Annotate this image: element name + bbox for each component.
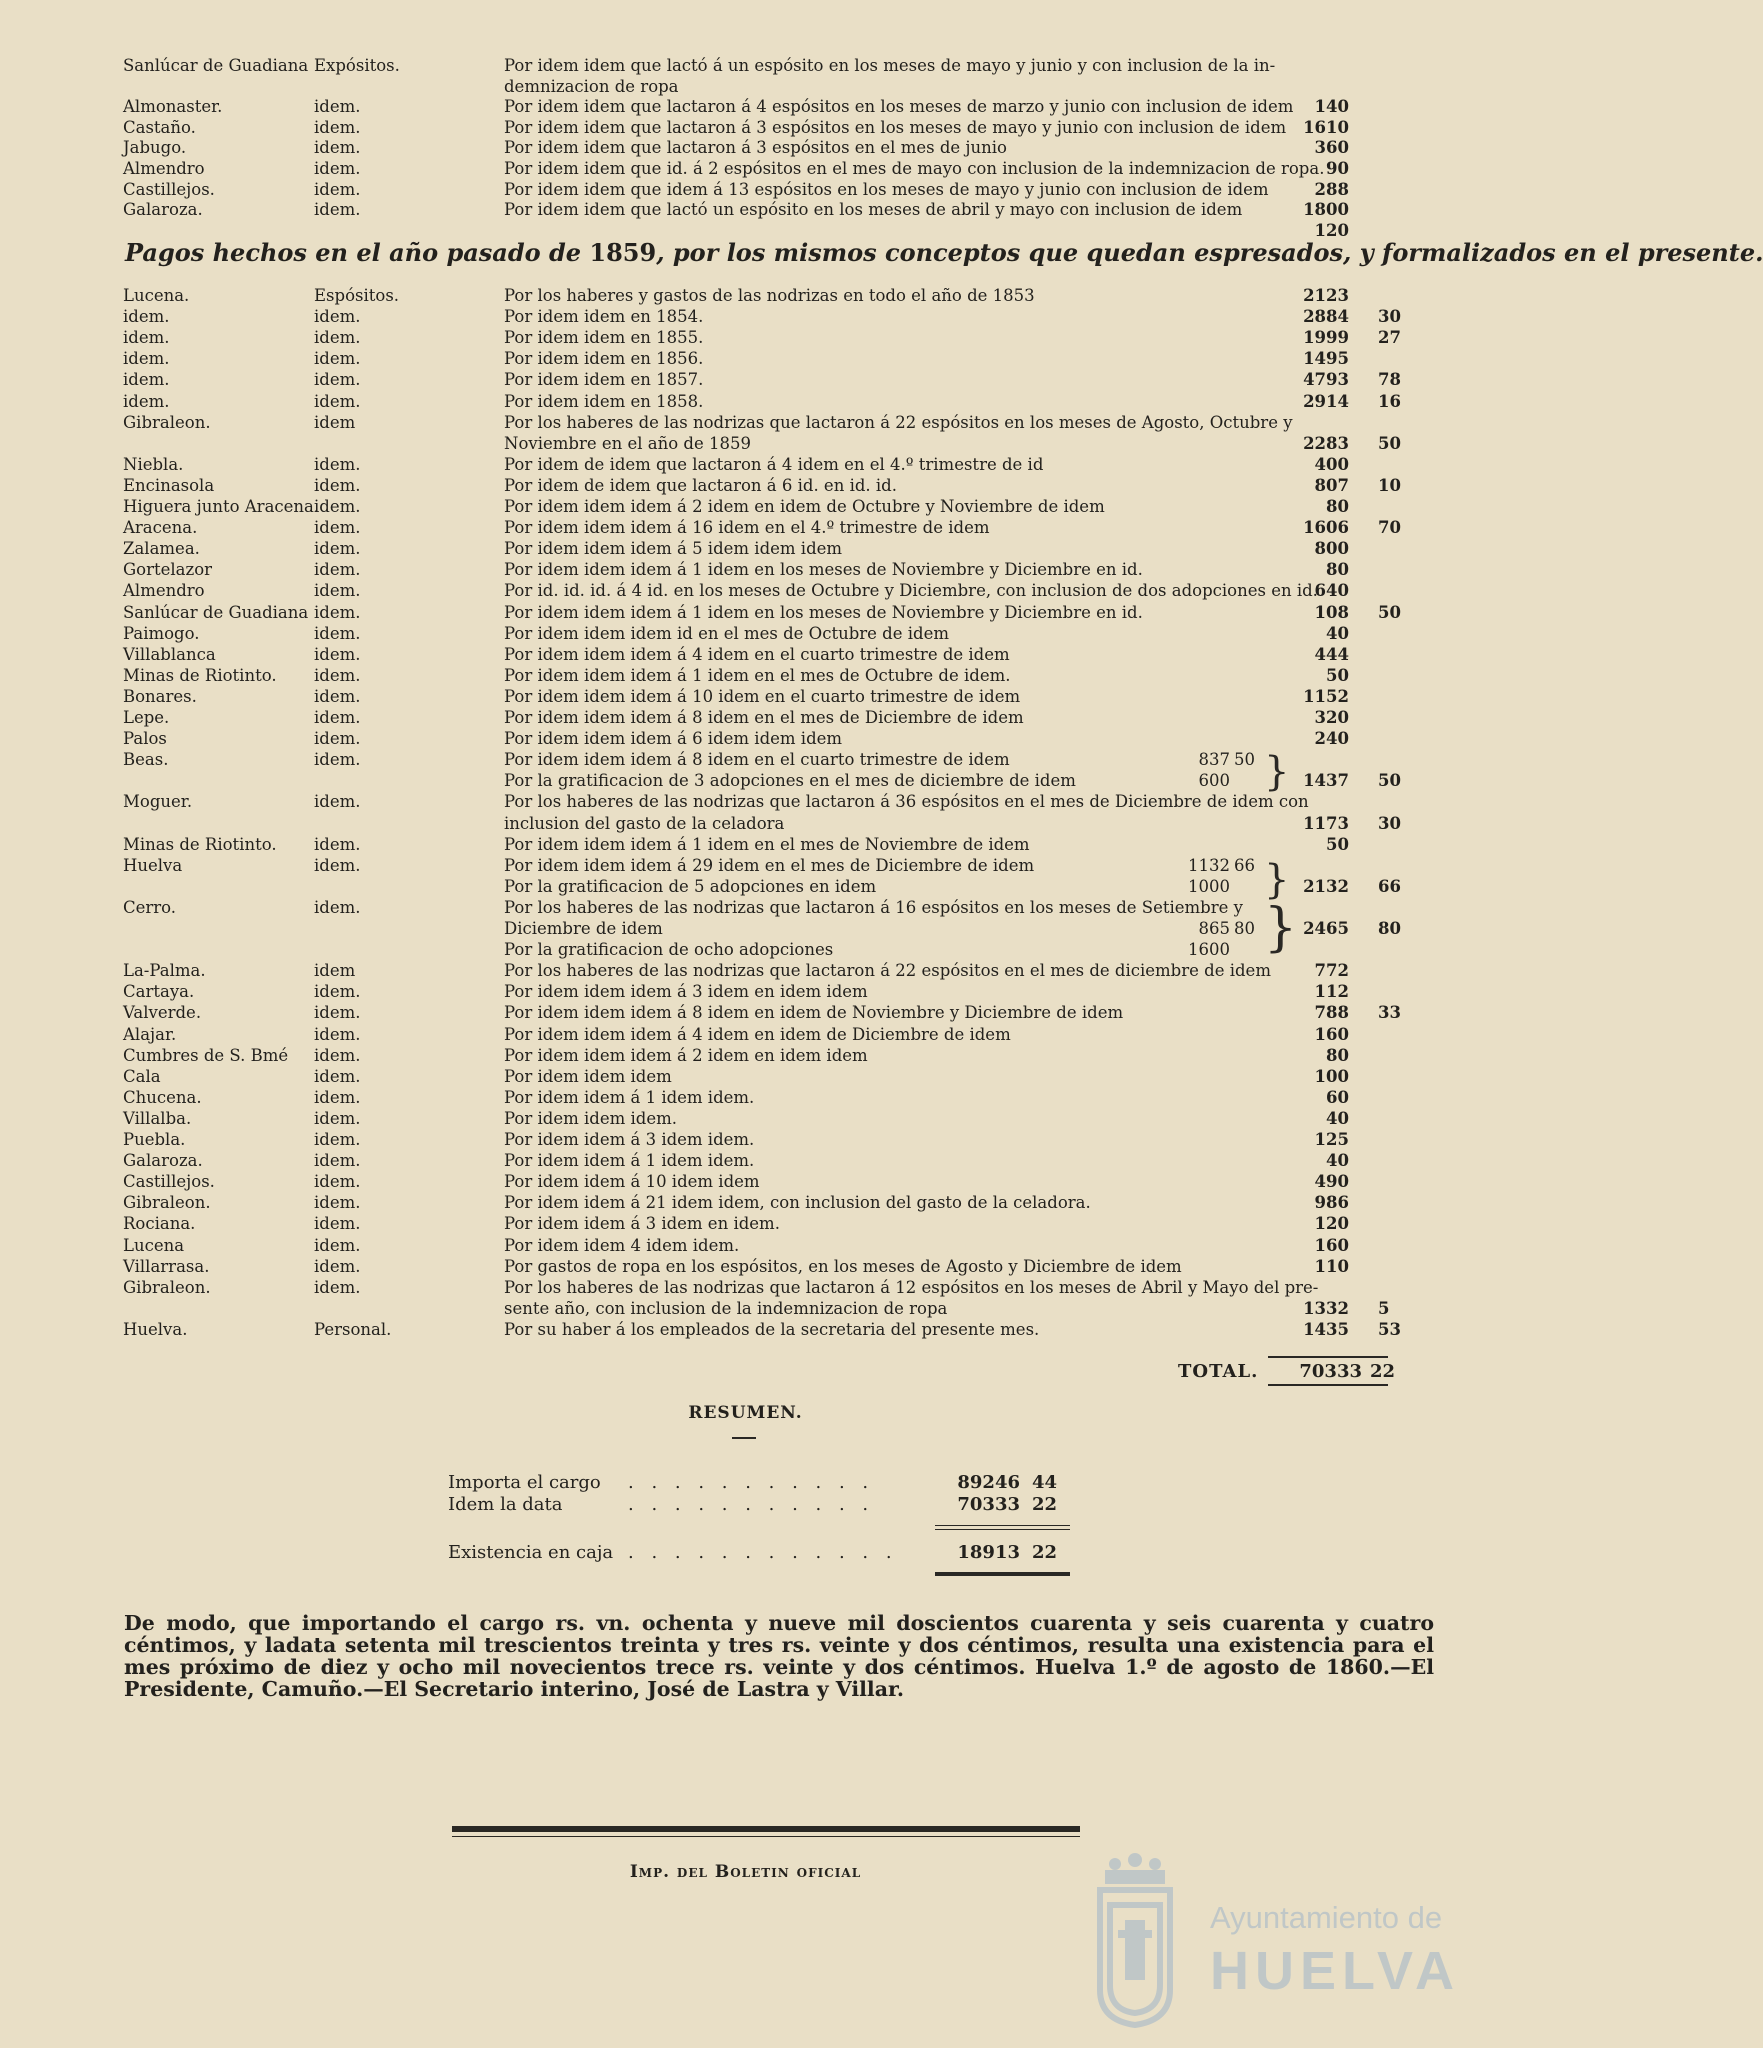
- place-name: Villablanca: [123, 644, 216, 664]
- entry-amount: 288: [1314, 179, 1349, 199]
- entry-cents: 27: [1378, 328, 1401, 348]
- watermark-line1: Ayuntamiento de: [1210, 1900, 1443, 1935]
- entry-description: Por idem idem en 1855.: [504, 328, 704, 348]
- entry-cents: 78: [1378, 370, 1401, 390]
- entry-description: Por los haberes y gastos de las nodrizas en todo el año de 1853: [504, 286, 1035, 305]
- closing-paragraph: De modo, que importando el cargo rs. vn. ochenta y nueve mil doscientos cuarenta y seis cuarenta y cuatro céntimos, y ladata setenta mil trescientos treinta y tres rs. veinte y dos céntimos, resulta una existencia para el mes próximo de diez y ocho mil novecientos trece rs. veinte y dos céntimos. Huelva 1.º de agosto de 1860.—El Presidente, Camuño.—El Secretario interino, José de Lastra y Villar.: [124, 1611, 1434, 1701]
- entry-description: Por idem idem idem á 6 idem idem idem: [504, 729, 843, 749]
- place-name: Valverde.: [123, 1003, 202, 1023]
- entry-cents: 16: [1378, 391, 1401, 411]
- entry-type: idem.: [314, 623, 361, 643]
- total-label: TOTAL.: [1178, 1361, 1259, 1382]
- entry-amount: 240: [1314, 729, 1349, 749]
- entry-cents: 33: [1378, 1003, 1401, 1023]
- place-name: Puebla.: [123, 1130, 186, 1149]
- place-name: Cala: [123, 1066, 161, 1086]
- entry-amount: 1495: [1303, 349, 1349, 369]
- place-name: Cartaya.: [123, 982, 195, 1002]
- place-name: Sanlúcar de Guadiana: [123, 602, 309, 622]
- entry-type: idem.: [314, 855, 361, 875]
- entry-cents: 53: [1378, 1319, 1401, 1339]
- entry-type: idem.: [314, 1087, 361, 1107]
- entry-amount: 1999: [1303, 328, 1349, 348]
- entry-amount: 80: [1326, 1045, 1349, 1065]
- entry-description: Por idem idem idem á 1 idem en el mes de Octubre de idem.: [504, 665, 1011, 685]
- sub-cents: 66: [1234, 855, 1255, 875]
- entry-type: idem.: [314, 1277, 361, 1297]
- entry-cents: 50: [1378, 602, 1401, 622]
- entry-description: Por los haberes de las nodrizas que lactaron á 22 espósitos en los meses de Agosto, Octubre y: [504, 412, 1293, 432]
- entry-amount: 360: [1314, 138, 1349, 158]
- entry-type: idem.: [314, 200, 361, 220]
- watermark-line2: HUELVA: [1210, 1941, 1460, 2001]
- place-name: Villarrasa.: [123, 1256, 210, 1276]
- entry-type: idem: [314, 412, 356, 432]
- entry-amount: 2132: [1303, 876, 1349, 896]
- entry-amount: 110: [1314, 1256, 1349, 1276]
- entry-type: idem.: [314, 328, 361, 348]
- entry-type: idem.: [314, 138, 361, 158]
- sub-amount: 865: [1198, 919, 1230, 938]
- entry-type: idem.: [314, 1066, 361, 1086]
- entry-type: idem.: [314, 391, 361, 411]
- entry-amount: 2123: [1303, 286, 1349, 305]
- sub-amount: 1000: [1188, 876, 1230, 896]
- place-name: Gibraleon.: [123, 1193, 211, 1213]
- cargo-label: Importa el cargo: [448, 1472, 601, 1493]
- entry-amount: 4793: [1303, 370, 1349, 390]
- entry-description: Por idem idem que id. á 2 espósitos en el mes de mayo con inclusion de la indemnizacion de ropa.: [504, 159, 1325, 178]
- place-name: Gortelazor: [123, 560, 213, 580]
- entry-type: idem.: [314, 729, 361, 749]
- entry-type: idem.: [314, 475, 361, 495]
- place-name: idem.: [123, 307, 170, 327]
- imprint: Imp. del Boletin oficial: [629, 1862, 862, 1882]
- place-name: Galaroza.: [123, 200, 203, 220]
- place-name: Huelva: [123, 855, 183, 875]
- entry-type: idem.: [314, 602, 361, 622]
- entry-description: demnizacion de ropa: [504, 76, 679, 96]
- entry-description: Por idem idem idem á 4 idem en idem de Diciembre de idem: [504, 1024, 1011, 1044]
- entry-cents: 66: [1378, 876, 1401, 896]
- cargo-amount: 89246: [957, 1472, 1020, 1493]
- entry-description: Por la gratificacion de 3 adopciones en el mes de diciembre de idem: [504, 771, 1076, 791]
- entry-type: idem.: [314, 1130, 361, 1149]
- place-name: Rociana.: [123, 1214, 196, 1234]
- entry-amount: 640: [1314, 581, 1349, 601]
- entry-description: Por idem idem idem: [504, 1066, 672, 1086]
- place-name: Lucena.: [123, 286, 190, 305]
- entry-cents: 70: [1378, 518, 1401, 538]
- place-name: Castaño.: [123, 117, 196, 137]
- entry-amount: 800: [1314, 539, 1349, 559]
- entry-type: idem.: [314, 644, 361, 664]
- entry-amount: 2914: [1303, 391, 1349, 411]
- place-name: Niebla.: [123, 454, 184, 474]
- place-name: Gibraleon.: [123, 1277, 211, 1297]
- entry-type: idem.: [314, 159, 361, 178]
- place-name: Minas de Riotinto.: [123, 665, 277, 685]
- place-name: La-Palma.: [123, 961, 206, 981]
- entry-description: Por la gratificacion de ocho adopciones: [504, 940, 834, 960]
- entry-amount: 80: [1326, 560, 1349, 580]
- entry-type: idem.: [314, 97, 361, 117]
- heading-year: 1859: [589, 238, 657, 267]
- entry-description: Noviembre en el año de 1859: [504, 433, 751, 453]
- summary-rule: [935, 1525, 1070, 1526]
- place-name: Villalba.: [123, 1108, 192, 1128]
- entry-amount: 50: [1326, 665, 1349, 685]
- entry-description: Por idem idem que lactaron á 3 espósitos en los meses de mayo y junio con inclusion de idem: [504, 117, 1287, 137]
- entry-amount: 2283: [1303, 433, 1349, 453]
- watermark: [1080, 1850, 1460, 2040]
- cargo-cents: 44: [1032, 1472, 1058, 1493]
- place-name: Almonaster.: [123, 97, 223, 117]
- entry-amount: 160: [1314, 1024, 1349, 1044]
- entry-type: idem.: [314, 1256, 361, 1276]
- leader-dots: . . . . . . . . . . .: [628, 1494, 875, 1515]
- entry-amount: 2884: [1303, 307, 1349, 327]
- data-cents: 22: [1032, 1494, 1058, 1515]
- group-brace: }: [1264, 749, 1290, 795]
- resumen-title: RESUMEN.: [688, 1403, 803, 1423]
- place-name: Sanlúcar de Guadiana: [123, 56, 309, 75]
- sub-amount: 837: [1198, 750, 1230, 770]
- entry-amount: 120: [1314, 220, 1349, 240]
- place-name: Bonares.: [123, 686, 197, 706]
- place-name: Lepe.: [123, 708, 170, 727]
- entry-amount: 807: [1314, 475, 1349, 495]
- place-name: Minas de Riotinto.: [123, 834, 277, 854]
- entry-description: Por idem idem idem á 1 idem en los meses de Noviembre y Diciembre en id.: [504, 602, 1143, 622]
- footer-rule-thin: [452, 1836, 1080, 1837]
- entry-cents: 10: [1378, 475, 1401, 495]
- entry-description: Diciembre de idem: [504, 919, 663, 938]
- summary-double-rule: [935, 1572, 1070, 1576]
- sub-amount: 1600: [1188, 940, 1230, 960]
- resumen-rule: [732, 1437, 756, 1439]
- entry-description: Por idem idem que lactó un espósito en los meses de abril y mayo con inclusion de idem: [504, 200, 1243, 220]
- entry-type: idem.: [314, 1024, 361, 1044]
- entry-amount: 986: [1314, 1193, 1349, 1213]
- entry-description: Por idem idem idem á 8 idem en el mes de Diciembre de idem: [504, 708, 1024, 727]
- entry-amount: 772: [1314, 961, 1349, 981]
- entry-description: Por idem idem idem á 8 idem en el cuarto trimestre de idem: [504, 750, 1010, 770]
- entry-description: Por idem idem idem á 4 idem en el cuarto trimestre de idem: [504, 644, 1010, 664]
- place-name: Galaroza.: [123, 1151, 203, 1171]
- entry-type: idem.: [314, 1003, 361, 1023]
- entry-type: idem.: [314, 1193, 361, 1213]
- place-name: Paimogo.: [123, 623, 200, 643]
- entry-type: idem: [314, 961, 356, 981]
- footer-rule: [452, 1826, 1080, 1832]
- entry-amount: 2465: [1303, 919, 1349, 938]
- place-name: Chucena.: [123, 1087, 202, 1107]
- entry-type: idem.: [314, 982, 361, 1002]
- entry-cents: 80: [1378, 919, 1401, 938]
- entry-description: Por idem idem á 1 idem idem.: [504, 1151, 755, 1171]
- entry-type: idem.: [314, 454, 361, 474]
- entry-amount: 120: [1314, 1214, 1349, 1234]
- entry-type: idem.: [314, 1214, 361, 1234]
- entry-amount: 108: [1314, 602, 1349, 622]
- entry-amount: 125: [1314, 1130, 1349, 1149]
- place-name: Castillejos.: [123, 179, 215, 199]
- entry-description: Por los haberes de las nodrizas que lactaron á 12 espósitos en los meses de Abril y Mayo del pre-: [504, 1277, 1319, 1297]
- entry-amount: 60: [1326, 1087, 1349, 1107]
- entry-type: idem.: [314, 750, 361, 770]
- entry-description: Por idem idem á 3 idem idem.: [504, 1130, 755, 1149]
- entry-amount: 1610: [1303, 117, 1349, 137]
- entry-description: Por idem idem que idem á 13 espósitos en los meses de mayo y junio con inclusion de idem: [504, 179, 1269, 199]
- entry-type: idem.: [314, 560, 361, 580]
- place-name: Gibraleon.: [123, 412, 211, 432]
- entry-amount: 140: [1314, 97, 1349, 117]
- entry-type: idem.: [314, 1108, 361, 1128]
- entry-amount: 40: [1326, 1151, 1349, 1171]
- entry-description: Por id. id. id. á 4 id. en los meses de Octubre y Diciembre, con inclusion de dos adopciones en id.: [504, 581, 1318, 601]
- entry-type: idem.: [314, 518, 361, 538]
- entry-cents: 50: [1378, 433, 1401, 453]
- sub-cents: 50: [1234, 750, 1255, 770]
- entry-type: idem.: [314, 1045, 361, 1065]
- leader-dots: . . . . . . . . . . . .: [628, 1542, 898, 1563]
- entry-description: Por idem idem idem á 8 idem en idem de Noviembre y Diciembre de idem: [504, 1003, 1124, 1023]
- entry-description: Por los haberes de las nodrizas que lactaron á 36 espósitos en el mes de Diciembre de idem con: [504, 792, 1309, 812]
- entry-type: Espósitos.: [314, 286, 400, 305]
- place-name: Aracena.: [123, 518, 198, 538]
- entry-cents: 30: [1378, 307, 1401, 327]
- place-name: Palos: [123, 729, 167, 749]
- data-amount: 70333: [957, 1494, 1020, 1515]
- place-name: idem.: [123, 391, 170, 411]
- entry-type: idem.: [314, 370, 361, 390]
- entry-description: Por idem idem idem á 2 idem en idem idem: [504, 1045, 868, 1065]
- entry-description: Por idem idem idem id en el mes de Octubre de idem: [504, 623, 949, 643]
- total-amount: 70333: [1299, 1361, 1362, 1382]
- entry-type: idem.: [314, 708, 361, 727]
- entry-description: inclusion del gasto de la celadora: [504, 813, 785, 833]
- entry-type: idem.: [314, 1151, 361, 1171]
- entry-type: idem.: [314, 497, 361, 516]
- total-underline: [1268, 1384, 1388, 1386]
- entry-amount: 1435: [1303, 1319, 1349, 1339]
- entry-amount: 1800: [1303, 200, 1349, 220]
- entry-amount: 160: [1314, 1235, 1349, 1255]
- place-name: Huelva.: [123, 1319, 188, 1339]
- leader-dots: . . . . . . . . . . .: [628, 1472, 875, 1493]
- place-name: idem.: [123, 328, 170, 348]
- entry-type: idem.: [314, 117, 361, 137]
- entry-type: Personal.: [314, 1319, 392, 1339]
- entry-amount: 1332: [1303, 1298, 1349, 1318]
- place-name: Alajar.: [123, 1024, 177, 1044]
- entry-amount: 40: [1326, 623, 1349, 643]
- entry-amount: 112: [1314, 982, 1349, 1002]
- heading-before: Pagos hechos en el año pasado de: [125, 238, 590, 267]
- sub-amount: 600: [1198, 771, 1230, 791]
- entry-description: Por idem idem que lactó á un espósito en los meses de mayo y junio y con inclusion de la in-: [504, 56, 1276, 75]
- entry-description: Por idem idem idem á 16 idem en el 4.º trimestre de idem: [504, 518, 990, 538]
- entry-description: Por su haber á los empleados de la secretaria del presente mes.: [504, 1319, 1040, 1339]
- entry-description: Por idem idem en 1857.: [504, 370, 704, 390]
- entry-description: Por idem idem que lactaron á 3 espósitos en el mes de junio: [504, 138, 1007, 158]
- sub-amount: 1132: [1188, 855, 1230, 875]
- place-name: Moguer.: [123, 792, 193, 812]
- entry-description: Por idem idem idem á 3 idem en idem idem: [504, 982, 868, 1002]
- entry-amount: 1437: [1303, 771, 1349, 791]
- entry-description: Por idem idem á 3 idem en idem.: [504, 1214, 780, 1234]
- data-label: Idem la data: [448, 1494, 563, 1515]
- coat-of-arms-icon: [1080, 1850, 1190, 2030]
- entry-amount: 400: [1314, 454, 1349, 474]
- entry-description: Por idem idem idem á 29 idem en el mes de Diciembre de idem: [504, 855, 1035, 875]
- entry-description: Por idem idem á 21 idem idem, con inclusion del gasto de la celadora.: [504, 1193, 1091, 1213]
- entry-description: Por idem de idem que lactaron á 6 id. en id. id.: [504, 475, 897, 495]
- entry-amount: 490: [1314, 1172, 1349, 1192]
- entry-amount: 100: [1314, 1066, 1349, 1086]
- entry-type: idem.: [314, 665, 361, 685]
- entry-cents: 5: [1378, 1298, 1390, 1318]
- summary-rule: [935, 1529, 1070, 1530]
- entry-amount: 1152: [1303, 686, 1349, 706]
- entry-description: Por idem idem á 1 idem idem.: [504, 1087, 755, 1107]
- entry-type: idem.: [314, 897, 361, 917]
- place-name: Cerro.: [123, 897, 177, 917]
- place-name: Cumbres de S. Bmé: [123, 1045, 289, 1065]
- heading-after: , por los mismos conceptos que quedan espresados, y formalizados en el presente.: [656, 238, 1763, 267]
- place-name: idem.: [123, 370, 170, 390]
- entry-description: Por idem idem idem á 2 idem en idem de Octubre y Noviembre de idem: [504, 497, 1105, 516]
- place-name: Beas.: [123, 750, 169, 770]
- entry-description: sente año, con inclusion de la indemnizacion de ropa: [504, 1298, 948, 1318]
- sub-cents: 80: [1234, 919, 1255, 938]
- entry-amount: 320: [1314, 708, 1349, 727]
- entry-type: Expósitos.: [314, 56, 400, 75]
- entry-description: Por idem idem idem á 5 idem idem idem: [504, 539, 843, 559]
- entry-amount: 1173: [1303, 813, 1349, 833]
- entry-description: Por idem idem idem á 10 idem en el cuarto trimestre de idem: [504, 686, 1021, 706]
- entry-amount: 50: [1326, 834, 1349, 854]
- entry-description: Por idem idem en 1858.: [504, 391, 704, 411]
- caja-label: Existencia en caja: [448, 1542, 614, 1563]
- caja-amount: 18913: [957, 1542, 1020, 1563]
- entry-amount: 444: [1314, 644, 1349, 664]
- place-name: Almendro: [123, 159, 205, 178]
- group-brace: }: [1264, 857, 1290, 903]
- caja-cents: 22: [1032, 1542, 1058, 1563]
- total-rule: [1268, 1356, 1388, 1358]
- place-name: Almendro: [123, 581, 205, 601]
- place-name: Lucena: [123, 1235, 185, 1255]
- entry-type: idem.: [314, 792, 361, 812]
- place-name: Encinasola: [123, 475, 215, 495]
- place-name: Castillejos.: [123, 1172, 215, 1192]
- entry-description: Por idem idem en 1856.: [504, 349, 704, 369]
- entry-description: Por idem idem que lactaron á 4 espósitos en los meses de marzo y junio con inclusion de idem: [504, 97, 1294, 117]
- entry-type: idem.: [314, 1172, 361, 1192]
- entry-description: Por idem idem en 1854.: [504, 307, 704, 327]
- entry-description: Por idem idem idem á 1 idem en el mes de Noviembre de idem: [504, 834, 1030, 854]
- entry-type: idem.: [314, 1235, 361, 1255]
- entry-description: Por los haberes de las nodrizas que lactaron á 22 espósitos en el mes de diciembre de idem: [504, 961, 1271, 981]
- entry-type: idem.: [314, 307, 361, 327]
- entry-cents: 50: [1378, 771, 1401, 791]
- entry-cents: 30: [1378, 813, 1401, 833]
- entry-type: idem.: [314, 686, 361, 706]
- entry-type: idem.: [314, 349, 361, 369]
- entry-type: idem.: [314, 834, 361, 854]
- entry-description: Por idem idem idem.: [504, 1108, 677, 1128]
- entry-amount: 90: [1326, 159, 1349, 178]
- entry-description: Por gastos de ropa en los espósitos, en los meses de Agosto y Diciembre de idem: [504, 1256, 1182, 1276]
- entry-type: idem.: [314, 539, 361, 559]
- entry-amount: 40: [1326, 1108, 1349, 1128]
- entry-amount: 1606: [1303, 518, 1349, 538]
- entry-amount: 80: [1326, 497, 1349, 516]
- entry-description: Por idem idem á 10 idem idem: [504, 1172, 760, 1192]
- place-name: Jabugo.: [123, 138, 187, 158]
- entry-description: Por idem idem idem á 1 idem en los meses de Noviembre y Diciembre en id.: [504, 560, 1143, 580]
- entry-type: idem.: [314, 179, 361, 199]
- total-cents: 22: [1370, 1361, 1396, 1382]
- place-name: idem.: [123, 349, 170, 369]
- entry-amount: 788: [1314, 1003, 1349, 1023]
- entry-type: idem.: [314, 581, 361, 601]
- place-name: Zalamea.: [123, 539, 200, 559]
- place-name: Higuera junto Aracena.: [123, 497, 320, 516]
- group-brace: }: [1264, 898, 1298, 958]
- entry-description: Por idem de idem que lactaron á 4 idem en el 4.º trimestre de id: [504, 454, 1044, 474]
- entry-description: Por idem idem 4 idem idem.: [504, 1235, 740, 1255]
- entry-description: Por la gratificacion de 5 adopciones en idem: [504, 876, 877, 896]
- entry-description: Por los haberes de las nodrizas que lactaron á 16 espósitos en los meses de Setiembre y: [504, 897, 1243, 917]
- section-heading: [125, 238, 1763, 267]
